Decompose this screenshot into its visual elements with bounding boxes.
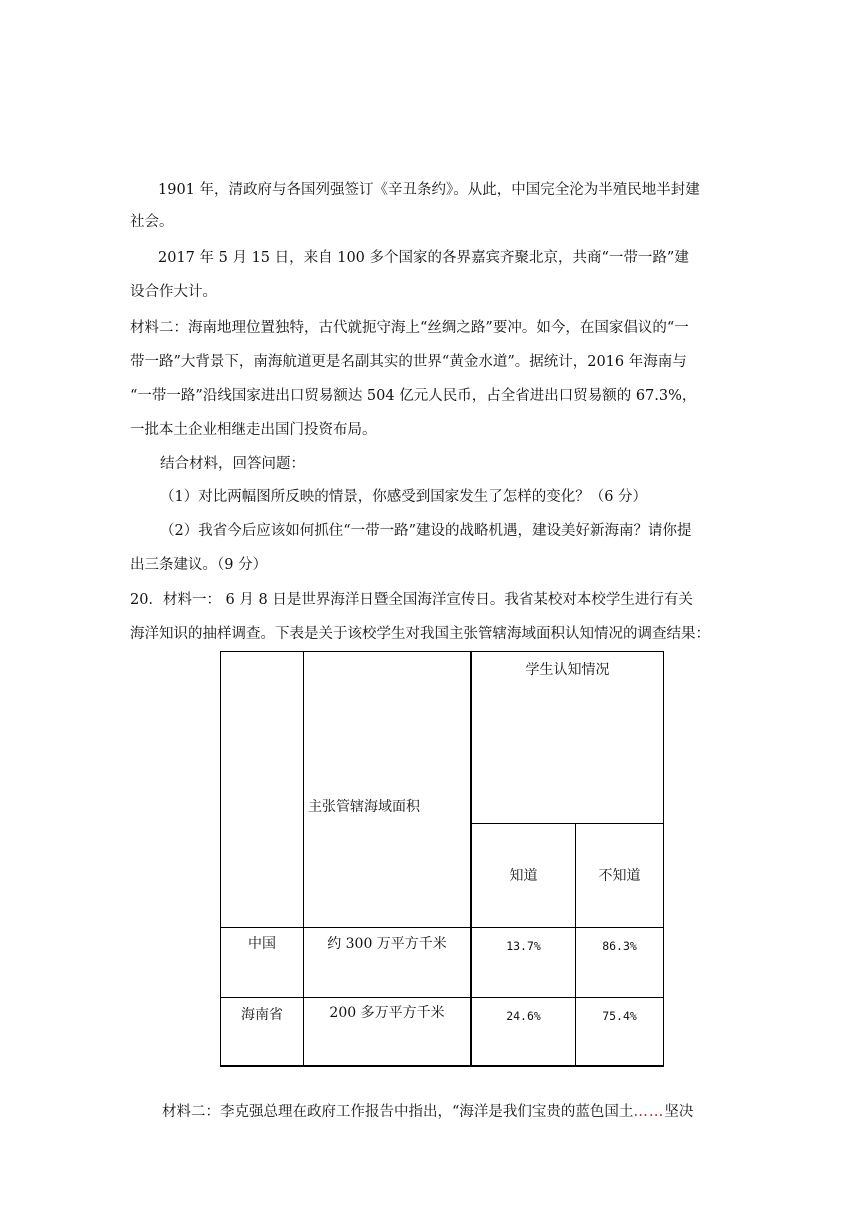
row-region: 海南省 <box>241 1007 283 1023</box>
paragraph-line: 1901 年，清政府与各国列强签订《辛丑条约》。从此，中国完全沦为半殖民地半封建 <box>158 182 700 198</box>
row-not-know-percent: 86.3% <box>602 939 637 953</box>
quote-prefix: 材料二：李克强总理在政府工作报告中指出，“海洋是我们宝贵的蓝色国土 <box>162 1104 634 1120</box>
table-border <box>220 997 664 998</box>
question-2: 出三条建议。（9 分） <box>130 557 268 573</box>
table-border <box>220 927 664 928</box>
paragraph-line: 2017 年 5 月 15 日，来自 100 多个国家的各界嘉宾齐聚北京，共商“一带一路”建 <box>158 250 689 266</box>
row-area: 约 300 万平方千米 <box>327 936 447 952</box>
row-region: 中国 <box>248 936 276 952</box>
table-border <box>663 651 664 1066</box>
paragraph-line: 设合作大计。 <box>130 284 217 300</box>
row-area: 200 多万平方千米 <box>329 1005 445 1021</box>
header-not-know: 不知道 <box>598 868 641 884</box>
material-two-line: 一批本土企业相继走出国门投资布局。 <box>130 422 377 438</box>
table-border <box>220 1065 664 1067</box>
table-border <box>220 651 664 652</box>
material-two-line: 带一路”大背景下，南海航道更是名副其实的世界“黄金水道”。据统计，2016 年海南与 <box>130 354 687 370</box>
header-student-awareness: 学生认知情况 <box>525 662 610 678</box>
material-two-line: “一带一路”沿线国家进出口贸易额达 504 亿元人民币，占全省进出口贸易额的 67.3%， <box>130 388 697 404</box>
material-two-line: 材料二：海南地理位置独特，古代就扼守海上“丝绸之路”要冲。如今，在国家倡议的“一 <box>130 320 689 336</box>
survey-table <box>220 651 664 1066</box>
quote-suffix: 坚决 <box>664 1104 694 1120</box>
row-not-know-percent: 75.4% <box>602 1009 637 1023</box>
header-know: 知道 <box>509 868 538 884</box>
question-20: 海洋知识的抽样调查。下表是关于该校学生对我国主张管辖海域面积认知情况的调查结果： <box>130 626 710 642</box>
table-border <box>470 823 664 824</box>
table-border <box>220 651 221 1066</box>
material-two-premier-quote <box>162 1102 693 1122</box>
row-know-percent: 24.6% <box>506 1009 541 1023</box>
question-prompt: 结合材料，回答问题： <box>160 456 305 472</box>
question-20: 20．材料一： 6 月 8 日是世界海洋日暨全国海洋宣传日。我省某校对本校学生进行有关 <box>130 592 693 608</box>
ellipsis: …… <box>633 1104 665 1120</box>
question-1: （1）对比两幅图所反映的情景，你感受到国家发生了怎样的变化？（6 分） <box>160 489 648 505</box>
paragraph-line: 社会。 <box>130 214 174 230</box>
table-border <box>470 651 472 1066</box>
row-know-percent: 13.7% <box>506 939 541 953</box>
header-claimed-area: 主张管辖海域面积 <box>308 799 420 815</box>
question-2: （2）我省今后应该如何抓住“一带一路”建设的战略机遇，建设美好新海南？请你提 <box>160 523 692 539</box>
